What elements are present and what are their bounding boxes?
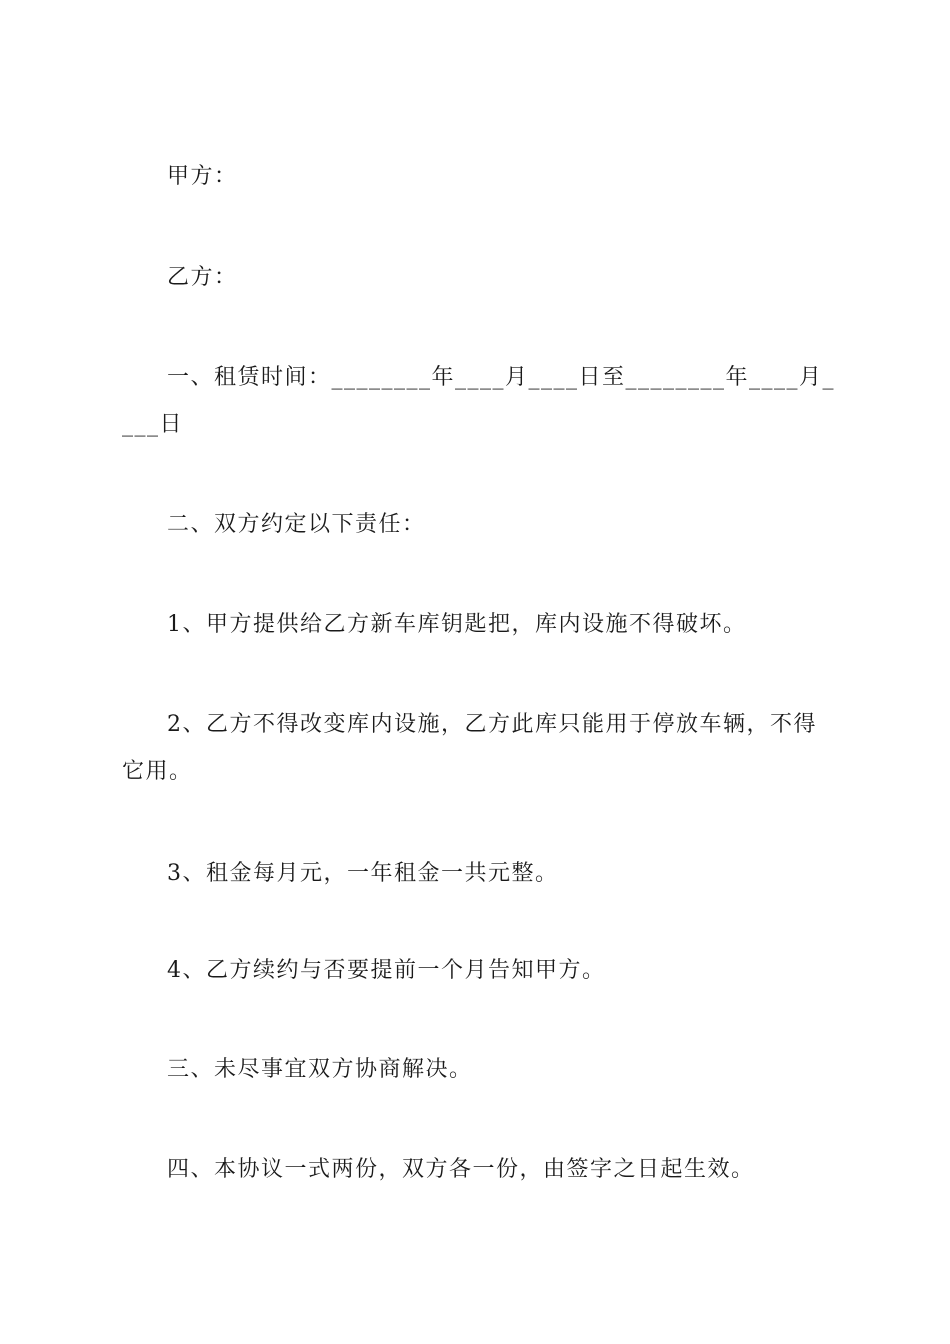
responsibility-item-3: 3、租金每月元，一年租金一共元整。 xyxy=(167,861,559,886)
party-b-line: 乙方： xyxy=(167,265,238,290)
responsibility-item-4: 4、乙方续约与否要提前一个月告知甲方。 xyxy=(167,958,606,983)
clause-four: 四、本协议一式两份，双方各一份，由签字之日起生效。 xyxy=(167,1157,755,1182)
party-a-line: 甲方： xyxy=(167,164,238,189)
responsibility-item-2: 2、乙方不得改变库内设施，乙方此库只能用于停放车辆，不得它用。 xyxy=(122,712,817,784)
responsibilities-heading: 二、双方约定以下责任： xyxy=(167,512,426,537)
lease-period-clause: 一、租赁时间：________年____月____日至________年____月____日 xyxy=(122,365,836,437)
responsibility-item-1: 1、甲方提供给乙方新车库钥匙把，库内设施不得破坏。 xyxy=(167,612,747,637)
clause-three: 三、未尽事宜双方协商解决。 xyxy=(167,1057,473,1082)
